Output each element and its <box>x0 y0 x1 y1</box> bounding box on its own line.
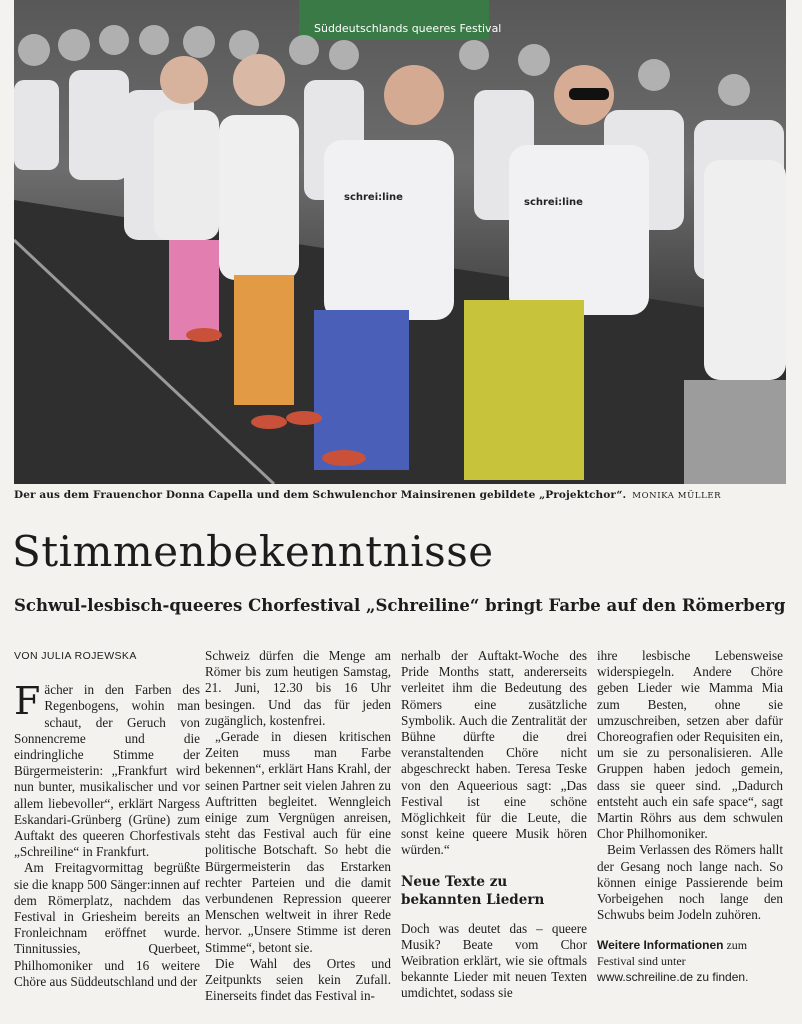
more-info <box>597 937 783 985</box>
drop-cap: F <box>14 679 41 724</box>
more-info-label: Weitere Informationen <box>597 938 724 953</box>
paragraph: „Gerade in diesen kritischen Zeiten muss man Farbe bekennen“, erklärt Hans Krahl, der seinen Partner seit vielen Jahren zu Auftritten begleitet. Wenngleich einige zum Vergnügen anreisen, steht das Festival auch für eine politische Botschaft. So hebt die Bürgermeisterin das Erstarken rechter Parteien und die damit verbundenen Repression queerer Menschen weltweit in ihrer Rede hervor. „Unsere Stimme ist deren Stimme“, betont sie. <box>205 729 391 955</box>
column-4 <box>597 648 783 985</box>
paragraph: Doch was deutet das – queere Musik? Beate vom Chor Weibration erklärt, wie sie oftmals bekannte Lieder mit neuen Texten umdichtet, sodass sie <box>401 920 587 1001</box>
choir-photo <box>14 0 786 484</box>
subheadline: Schwul-lesbisch-queeres Chorfestival „Schreiline“ bringt Farbe auf den Römerberg <box>14 596 786 615</box>
paragraph: ihre lesbische Lebensweise widerspiegeln. Andere Chöre geben Lieder wie Mamma Mia zum Besten, ohne sie umzuschreiben, setzen aber dafür Choreografien oder Requisiten ein, um sie zu personalisieren. Alle Gruppen haben jedoch gemein, dass sie queer sind. „Dadurch entsteht auch ein safe space“, sagt Martin Röhrs aus dem schwulen Chor Philhomoniker. <box>597 648 783 842</box>
festival-link[interactable]: www.schreiline.de zu finden. <box>597 970 749 985</box>
paragraph: Schweiz dürfen die Menge am Römer bis zum heutigen Samstag, 21. Juni, 12.30 bis 16 Uhr besingen. Und das für jeden zugänglich, kostenfrei. <box>205 648 391 728</box>
paragraph-text: ächer in den Farben des Regenbogens, wohin man schaut, der Geruch von Sonnencreme und die eindringliche Stimme der Bürgermeisterin: „Frankfurt wird nun bunter, musikalischer und vor allem liebevoller“, erklärt Nargess Eskandari-Grünberg (Grüne) zum Auftakt des queeren Chorfestivals „Schreiline“ in Frankfurt. <box>14 682 200 860</box>
crosshead: Neue Texte zu bekannten Liedern <box>401 873 545 908</box>
column-1 <box>14 648 200 990</box>
paragraph: Die Wahl des Ortes und Zeitpunkts seien kein Zufall. Einerseits findet das Festival in- <box>205 955 391 1004</box>
photo-credit: MONIKA MÜLLER <box>632 491 722 501</box>
banner-text: Süddeutschlands queeres Festival <box>314 22 502 35</box>
caption-text: Der aus dem Frauenchor Donna Capella und dem Schwulenchor Mainsirenen gebildete „Projektchor“. <box>14 489 627 501</box>
paragraph: Beim Verlassen des Römers hallt der Gesang noch lange nach. So können einige Passierende beim Vorbeigehen noch lange den Schwubs beim Jodeln zuhören. <box>597 842 783 923</box>
paragraph <box>14 679 200 860</box>
paragraph: Am Freitagvormittag begrüßte sie die knapp 500 Sänger:innen auf dem Römerplatz, nachdem das Festival in Griesheim bereits an Fronleichnam eröffnet wurde. Tinnitussies, Querbeet, Philhomoniker und 16 weitere Chöre aus Süddeutschland und der <box>14 860 200 989</box>
photo-caption <box>14 489 786 501</box>
more-info-text: zum Festival sind unter <box>597 938 748 969</box>
column-2 <box>205 648 391 1004</box>
paragraph: nerhalb der Auftakt-Woche des Pride Months statt, andererseits verleitet ihm die Bedeutung des Römers eine zusätzliche Symbolik. Auch die Zentralität der Bühne dürfte die drei veranstaltenden Chöre nicht abgeschreckt haben. Teresa Teske von den Aqueerious sagt: „Das Festival ist eine schöne Möglichkeit für die Leute, die sonst keine queere Musik hören würden.“ <box>401 648 587 858</box>
column-3 <box>401 648 587 1002</box>
shirt-logo-center: schrei:line <box>344 192 403 203</box>
headline: Stimmenbekenntnisse <box>12 527 494 576</box>
byline: VON JULIA ROJEWSKA <box>14 650 137 662</box>
shirt-logo-right: schrei:line <box>524 197 583 208</box>
